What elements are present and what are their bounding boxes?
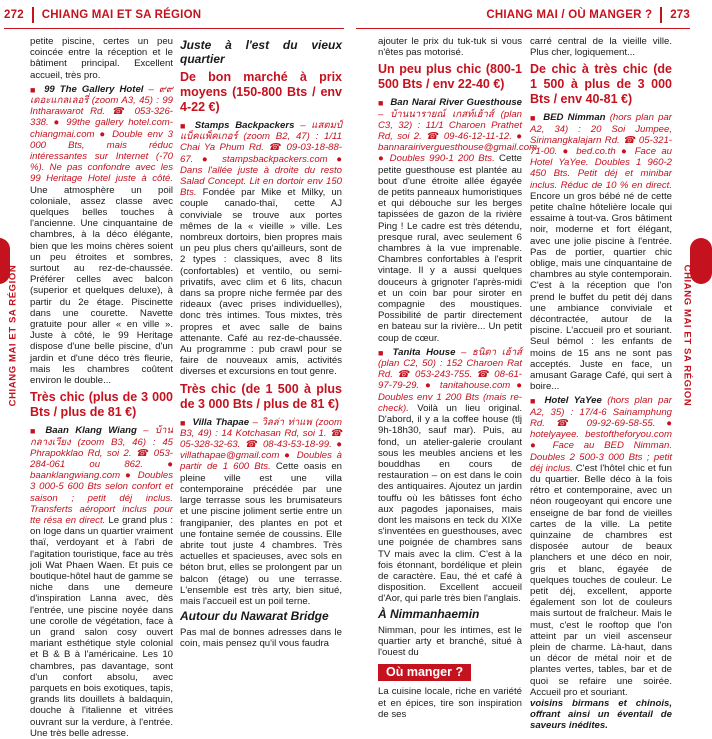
bed-icon: ■ — [530, 113, 536, 124]
paragraph: ajouter le prix du tuk-tuk si vous n'êtes pas motorisé. — [378, 36, 522, 59]
listing-contact: – บ้านกลางเวียง (zoom B3, 46) : 45 Phrapokklao Rd, soi 2. ☎ 053-284-061 ou 862. ● baanklangwiang.com ● Doubles 3 000-5 600 Bts selon confort et saison ; petit déj inclus. Transferts aéroport inclus pour tte résa en direct. — [30, 425, 174, 526]
left-page-header — [4, 6, 201, 24]
listing-contact: – ๙๙ เดอะแกลเลอรี่ (zoom A3, 45) : 99 Intharawarot Rd. ☎ 053-326-338. ● 99the gallery hotel.com-chiangmai.com ● Double env 3 000 Bts, mais réduc intéressantes sur Internet (-70 %). Ne pas confondre avec les 99 Heritage Hotel juste à côté. — [30, 83, 173, 185]
listing-stamps-backpackers — [180, 120, 342, 378]
left-page-number: 272 — [4, 9, 24, 21]
right-page-number: 273 — [670, 9, 690, 21]
listing-contact: – ธนิตา เฮ้าส์ (plan C2, 50) : 152 Charoen Rat Rd. ☎ 053-243-755. ☎ 08-61-97-79-29. ● tanitahouse.com ● Doubles env 1 200 Bts (mais re-check). — [378, 346, 522, 414]
listing-contact: – แสตมป์ แบ็คแพ็คเกอร์ (zoom B2, 47) : 1/11 Chai Ya Phum Rd. ☎ 09-03-18-88-67. ● stampsbackpackers.com ● Dans l'allée juste à droite du resto Salad Concept. Lit en dortoir env 150 Bts. — [180, 120, 342, 199]
listing-hotel-yayee — [530, 395, 672, 697]
paragraph: carré central de la vieille ville. Plus cher, logiquement... — [530, 36, 672, 59]
area-heading: Autour du Nawarat Bridge — [180, 609, 329, 624]
bed-icon: ■ — [180, 417, 186, 428]
section-heading: Un peu plus chic (800-1 500 Bts / env 22-40 €) — [378, 62, 522, 92]
listing-name: Hotel YaYee — [544, 395, 602, 407]
listing-tanita-house — [378, 347, 522, 605]
paragraph: La cuisine locale, riche en variété et en épices, tire son inspiration de ses — [378, 686, 522, 720]
header-divider — [32, 7, 34, 23]
right-thumb-tab — [690, 238, 712, 284]
paragraph: Pas mal de bonnes adresses dans le coin, mais pensez qu'il vous faudra — [180, 627, 342, 650]
left-page-title: CHIANG MAI ET SA RÉGION — [41, 9, 202, 21]
listing-villa-thapae — [180, 417, 342, 607]
listing-baan-klang-wiang — [30, 425, 173, 739]
paragraph: petite piscine, certes un peu coincée entre la réception et le bâtiment principal. Excellent accueil, très pro. — [30, 36, 173, 81]
listing-description: C'est l'hôtel chic et fun du quartier. Belle déco à la fois rétro et contemporaine, avec un néon rougeoyant qui encore une enseigne de bar fond de vieilles cartes de la ville. La petite quinzaine de chambres est disposée autour de beaux planchers et une déco en noir, gris et blanc, égayée de quelques touches de couleur. Le petit déj, excellent, apporte également son lot de couleurs mais surtout de fraîcheur. Mais le must, c'est le rooftop que l'on atteint par un vieil ascenseur plein de charme. Là-haut, dans un décor de métal noir et de plantes vertes, tables, bar et de quoi se refaire une soirée. Accueil pro et souriant. — [530, 462, 672, 698]
header-divider — [660, 7, 662, 23]
listing-name: Baan Klang Wiang — [45, 425, 137, 437]
listing-description: Cette oasis en pleine ville est une villa contemporaine précédée par une large terrasse sous les brumisateurs et une piscine joliment sertie entre un frangipanier, des plantes en pot et une fontaine semée de coussins. Elle abrite tout juste 4 chambres. Très actuelles et spacieuses, avec sols en béton brut, elles se prolongent par un balcon (étage) ou une terrasse. L'ensemble est très arty, bien situé, mais l'accueil est un poil terne. — [180, 461, 343, 607]
listing-name: Tanita House — [392, 346, 456, 358]
listing-ban-narai — [378, 97, 538, 344]
section-heading: Très chic (de 1 500 à plus de 3 000 Bts / plus de 81 €) — [180, 381, 342, 411]
area-heading: Juste à l'est du vieux quartier — [180, 38, 342, 66]
bed-icon: ■ — [30, 426, 36, 437]
listing-description: Fondée par Mike et Milky, un couple canado-thaï, cette AJ conviviale se trouve aux portes mêmes de la « vieille » ville. Les nombreux dortoirs, bien propres mais un peu plus chers qu'ailleurs, sont de 2 types : classiques, avec 8 lits (confortables) et ventilo, ou semi-privatifs, avec clim et 6 lits, chacun dans sa propre niche fermée par des rideaux (avec prises individuelles), donc très intimes. Tous mixtes, très propres et avec salle de bains attenante. Café au rez-de-chaussée. Au programme : pub crawl pour se faire de nouveaux amis, activités diverses et excursions en tout genre. — [180, 187, 342, 378]
listing-description: Cette petite guesthouse est plantée au bout d'une étroite allée égayée de petits panneaux humoristiques et qui débouche sur les berges tapissées de gazon de la rivière Ping ! Le cadre est très détendu, presque rural, avec seulement 6 chambres à la vue imprenable. Chambres confortables à l'esprit vintage. Il y a aussi quelques douceurs à grignoter l'après-midi et un coin bar pour siroter en compagnie des moustiques. Possibilité de partir directement en bateau sur la rivière... Un petit coup de cœur. — [378, 153, 522, 344]
bed-icon: ■ — [180, 121, 186, 131]
right-header-rule — [356, 28, 690, 29]
listing-description: Le grand plus : on loge dans un quartier vraiment thaï, verdoyant et à l'abri de l'agitation touristique, face au très joli Wat Phaen Waen. Et puis ce boutique-hôtel haut de gamme se niche dans une demeure d'inspiration Lanna avec, dès l'entrée, une piscine noyée dans une corolle de végétation, face à un grand salon cosy ouvert mariant esthétique style colonial et B & B à l'américaine. Les 10 chambres, pas davantage, sont d'un confort absolu, avec parquets en bois exotiques, tapis, grands lits douillets à baldaquin, douche à l'italienne et vitrées ouvrant sur la verdure, à l'entrée. Une très belle adresse. — [30, 514, 173, 739]
column-2 — [180, 36, 343, 650]
paragraph: Nimman, pour les intimes, est le quartier arty et branché, situé à l'ouest du — [378, 624, 522, 658]
listing-contact: (hors plan par A2, 34) : 20 Soi Jumpee, Sirimangkalajarn Rd. ☎ 05-321-71-00. ● bed.co.th ● Face au Hotel YaYee. Doubles 1 960-2 450 Bts. Petit déj et minibar inclus. Réduc de 10 % en direct. — [530, 112, 672, 191]
listing-name: Stamps Backpackers — [194, 120, 295, 131]
paragraph: voisins birmans et chinois, offrant ainsi un éventail de saveurs inédites. — [530, 697, 672, 732]
section-label-where-to-eat: Où manger ? — [378, 664, 471, 681]
listing-name: Ban Narai River Guesthouse — [390, 97, 522, 109]
bed-icon: ■ — [530, 396, 536, 407]
listing-name: 99 The Gallery Hotel — [44, 83, 144, 95]
right-page-header — [486, 6, 690, 24]
bed-icon: ■ — [378, 347, 384, 358]
area-heading: À Nimmanhaemin — [378, 606, 480, 621]
bed-icon: ■ — [378, 98, 384, 109]
right-page-title: CHIANG MAI / OÙ MANGER ? — [486, 9, 653, 21]
listing-description: Voilà un lieu original. D'abord, il y a la coffee house (tlj 9h-18h30, sauf mar). Puis, au fond, un atelier-galerie croulant sous les meubles anciens et les bouddhas en cours de restauration – on est dans le coin des antiquaires. Ajoutez un jardin touffu où les bâtisses font écho aux pagodes japonaises, mais dont les maisons en teck du XIXe s'inventées en guesthouses, avec une poignée de chambres sans TV mais avec la clim. C'est à la fois étonnant, bordélique et plein de caractère. Eau, thé et café à disposition. Excellent accueil d'Aor, qui parle très bien l'anglais. — [378, 402, 522, 605]
section-heading: De bon marché à prix moyens (150-800 Bts / env 4-22 €) — [180, 70, 342, 114]
right-side-label: CHIANG MAI ET SA RÉGION — [681, 264, 693, 407]
listing-bed-nimman — [530, 112, 672, 392]
column-3 — [378, 36, 538, 720]
listing-contact: – วิลล่า ท่าแพ (zoom B3, 49) : 14 Kotchasan Rd, soi 1. ☎ 05-328-32-63. ☎ 08-43-53-18-99. ● villathapae@gmail.com ● Doubles à partir de 1 600 Bts. — [180, 416, 342, 473]
column-4 — [530, 36, 673, 732]
listing-description: Une atmosphère un poil coloniale, assez classe avec quelques belles touches à l'ancienne. Une cinquantaine de chambres, à la déco élégante, bien que les moins chères soient un peu étroites et sombres, surtout au rez-de-chaussée. Préférer celles avec balcon (superior et quelques deluxe), à partir du 2e étage. Piscinette dans une courette. Navette gratuite pour aller « en ville ». Juste à côté, le 99 Heritage dispose d'une belle piscine, d'un jardin et d'une déco très fleurie, mais les chambres coûtent environ le double... — [30, 184, 173, 387]
listing-contact: (hors plan par A2, 35) : 17/4-6 Sainamphung Rd. ☎ 09-92-69-58-55. ● hotelyayee. bestoftheforyou.com ● Face au BED Nimman. Doubles 2 500-3 000 Bts ; petit déj inclus. — [530, 395, 673, 474]
page-header — [0, 0, 700, 30]
listing-contact: – บ้านนารายณ์ เกสท์เฮ้าส์ (plan C3, 32) : 11/1 Charoen Prathet Rd, soi 2. ☎ 09-46-12-11-12. ● bannarairiverguesthouse@gmail.com ● Doubles 990-1 200 Bts. — [378, 108, 538, 165]
listing-name: Villa Thapae — [192, 416, 250, 428]
listing-name: BED Nimman — [543, 112, 606, 124]
column-1 — [30, 36, 174, 739]
section-heading: Très chic (plus de 3 000 Bts / plus de 81 €) — [30, 390, 173, 420]
listing-description: Encore un gros bébé né de cette petite chaîne hôtelière locale qui essaime à tout-va. Gros bâtiment noir, moderne et fort élégant, avec une jolie piscine à l'entrée. Pas de portier, quartier chic oblige, mais une cinquantaine de chambres au style contemporain. C'est à la réception que l'on prend le buffet du petit déj dans une ambiance conviviale et décontractée, autour de la piscine. L'accueil pro et souriant. Seul bémol : les enfants de moins de 15 ans ne sont pas acceptés. Juste en face, un amusant Garage Café, qui sert à boire... — [530, 190, 672, 393]
left-side-label: CHIANG MAI ET SA RÉGION — [7, 264, 19, 407]
section-heading: De chic à très chic (de 1 500 à plus de 3 000 Bts / env 40-81 €) — [530, 62, 672, 107]
left-header-rule — [4, 28, 344, 29]
listing-99-gallery — [30, 84, 173, 386]
bed-icon: ■ — [30, 84, 36, 95]
